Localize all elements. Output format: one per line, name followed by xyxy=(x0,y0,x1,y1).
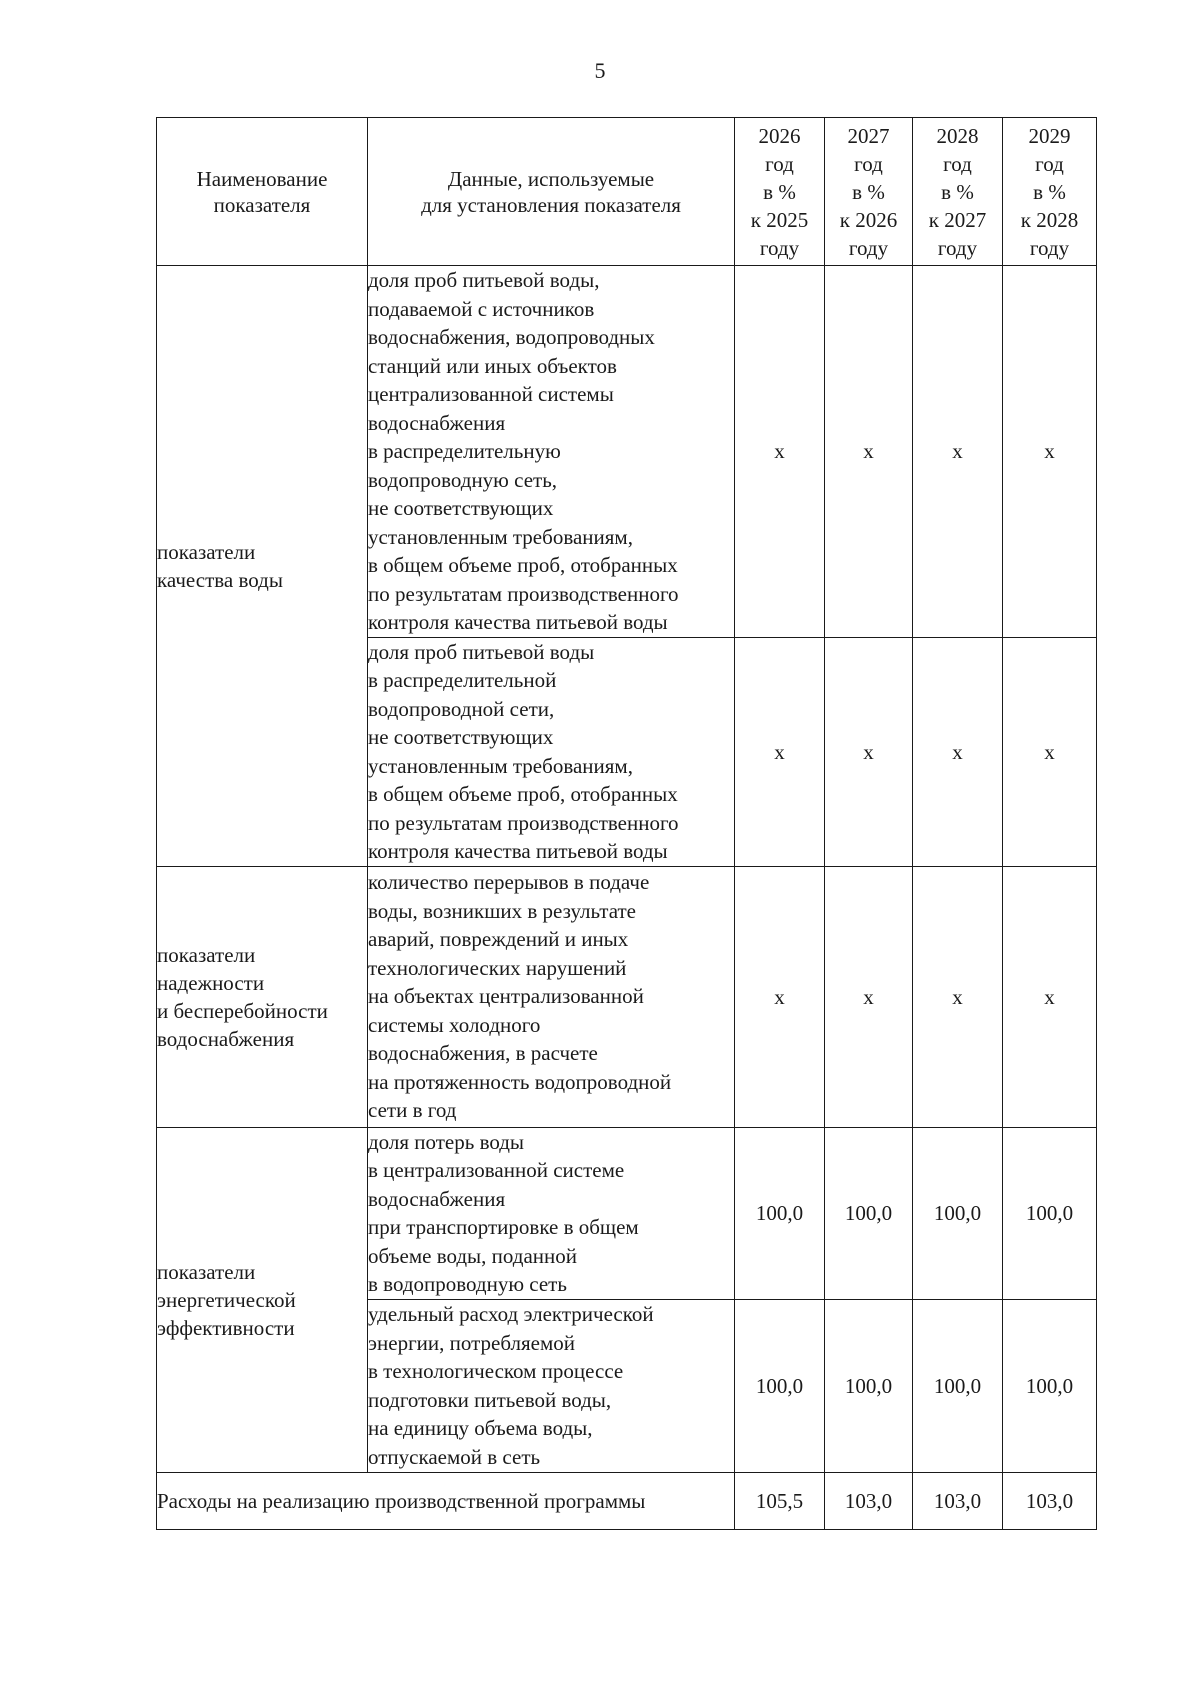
value-cell: 100,0 xyxy=(913,1127,1003,1299)
total-value-cell: 103,0 xyxy=(913,1472,1003,1529)
metric-description: количество перерывов в подаче воды, возникших в результате аварий, повреждений и иных технологических нарушений на объектах централизованной системы холодного водоснабжения, в расчете на протяженность водопроводной сети в год xyxy=(368,866,735,1127)
header-row xyxy=(157,118,1097,266)
value-cell: 100,0 xyxy=(825,1299,913,1472)
value-cell: х xyxy=(1003,637,1097,866)
total-value-cell: 103,0 xyxy=(1003,1472,1097,1529)
value-cell: 100,0 xyxy=(1003,1127,1097,1299)
indicators-table xyxy=(156,117,1097,1530)
group-water-quality: показатели качества воды xyxy=(157,266,368,867)
value-cell: х xyxy=(913,637,1003,866)
group-energy-efficiency: показатели энергетической эффективности xyxy=(157,1127,368,1472)
total-label: Расходы на реализацию производственной программы xyxy=(157,1472,735,1529)
table-row xyxy=(157,266,1097,638)
value-cell: х xyxy=(913,266,1003,638)
total-row xyxy=(157,1472,1097,1529)
metric-description: доля проб питьевой воды, подаваемой с источников водоснабжения, водопроводных станций или иных объектов централизованной системы водоснабжения в распределительную водопроводную сеть, не соответствующих установленным требованиям, в общем объеме проб, отобранных по результатам производственного контроля качества питьевой воды xyxy=(368,266,735,638)
value-cell: х xyxy=(1003,866,1097,1127)
value-cell: 100,0 xyxy=(913,1299,1003,1472)
value-cell: х xyxy=(913,866,1003,1127)
group-reliability: показатели надежности и бесперебойности водоснабжения xyxy=(157,866,368,1127)
value-cell: х xyxy=(1003,266,1097,638)
total-value-cell: 103,0 xyxy=(825,1472,913,1529)
table-row xyxy=(157,866,1097,1127)
value-cell: х xyxy=(825,866,913,1127)
header-indicator-name: Наименование показателя xyxy=(157,118,368,266)
header-year-2029: 2029 год в % к 2028 году xyxy=(1003,118,1097,266)
value-cell: 100,0 xyxy=(825,1127,913,1299)
value-cell: х xyxy=(735,866,825,1127)
metric-description: доля проб питьевой воды в распределительной водопроводной сети, не соответствующих установленным требованиям, в общем объеме проб, отобранных по результатам производственного контроля качества питьевой воды xyxy=(368,637,735,866)
total-value-cell: 105,5 xyxy=(735,1472,825,1529)
value-cell: х xyxy=(825,637,913,866)
value-cell: 100,0 xyxy=(735,1127,825,1299)
header-source-data: Данные, используемые для установления показателя xyxy=(368,118,735,266)
value-cell: х xyxy=(735,637,825,866)
value-cell: х xyxy=(825,266,913,638)
table-row xyxy=(157,1127,1097,1299)
page-number: 5 xyxy=(594,58,606,83)
value-cell: 100,0 xyxy=(735,1299,825,1472)
header-year-2027: 2027 год в % к 2026 году xyxy=(825,118,913,266)
metric-description: удельный расход электрической энергии, потребляемой в технологическом процессе подготовки питьевой воды, на единицу объема воды, отпускаемой в сеть xyxy=(368,1299,735,1472)
metric-description: доля потерь воды в централизованной системе водоснабжения при транспортировке в общем объеме воды, поданной в водопроводную сеть xyxy=(368,1127,735,1299)
value-cell: 100,0 xyxy=(1003,1299,1097,1472)
header-year-2028: 2028 год в % к 2027 году xyxy=(913,118,1003,266)
value-cell: х xyxy=(735,266,825,638)
header-year-2026: 2026 год в % к 2025 году xyxy=(735,118,825,266)
